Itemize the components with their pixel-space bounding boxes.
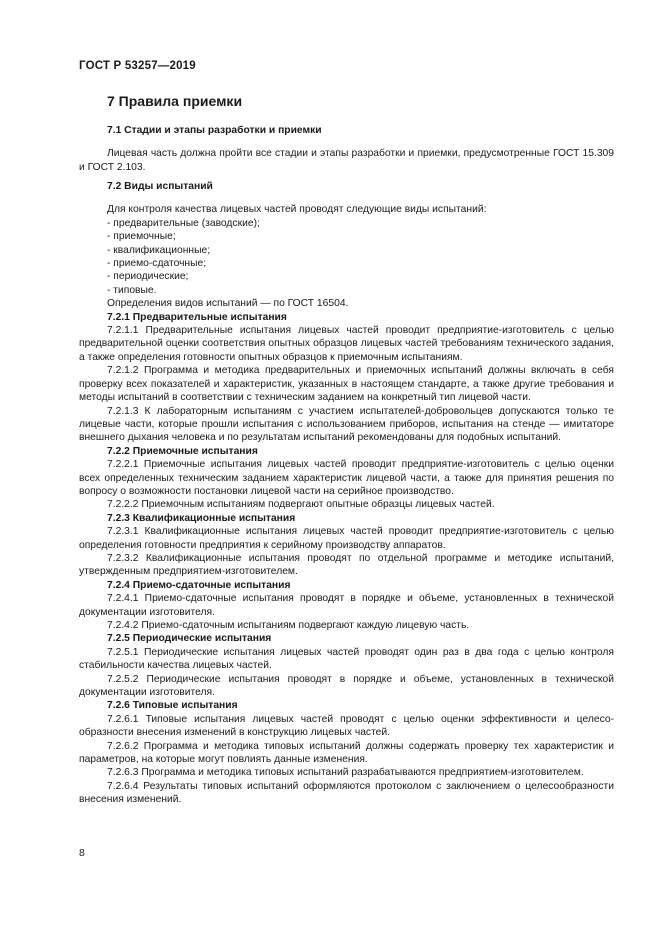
paragraph: 7.2.4.2 Приемо-сдаточным испытаниям подвергают каждую лицевую часть. [107,620,470,631]
paragraph: 7.2.1.3 К лабораторным испытаниям с участием испытателей-добровольцев допускаются только те лицевые части, которые прошли испытания с использованием приборов, испытания на стенде — имитаторе внешнего дыхания человека и по результатам испытаний рекомендованы для подобных испытаний. [79,405,614,444]
paragraph: 7.2.6.3 Программа и методика типовых испытаний разрабатываются предприятием-изготовителем. [107,767,584,779]
paragraph: 7.2.3.1 Квалификационные испытания лицевых частей проводит предприятие-изготовитель с целью определения готовности предприятия к серийному производству аппаратов. [79,526,614,551]
paragraph: 7.2.5.2 Периодические испытания проводят в порядке и объеме, установленных в технической документации изготовителя. [79,673,614,699]
paragraph: 7.2.3.2 Квалификационные испытания проводят по отдельной программе и методике испытаний, утвержденным предприятием-изготовителем. [79,552,614,578]
section-7-1 [79,124,614,174]
paragraph: 7.2.5.1 Периодические испытания лицевых частей проводят один раз в два года с целью контроля стабильности качества лицевых частей. [79,646,614,672]
list-item: - предварительные (заводские); [107,217,260,229]
paragraph: 7.2.4.1 Приемо-сдаточные испытания проводят в порядке и объеме, установленных в технической документации изготовителя. [79,593,614,618]
subsection-title: 7.2 Виды испытаний [107,181,213,192]
page-number: 8 [79,847,85,859]
paragraph: 7.2.1.2 Программа и методика предварительных и приемочных испытаний должны включать в себя проверку всех показателей и характеристик, указанных в настоящем стандарте, а также другие требования и методы испытаний в соответствии с техническим заданием на конкретный тип лицевой части. [79,365,614,404]
subsection-title: 7.2.2 Приемочные испытания [107,445,258,457]
list-item: - приемо-сдаточные; [107,258,207,270]
paragraph: 7.2.2.1 Приемочные испытания лицевых частей проводит предприятие-изготовитель с целью оценки всех определенных техническим заданием характеристик лицевой части, а также для принятия решения по вопросу о возможности постановки лицевой части на серийное производство. [79,459,614,497]
paragraph: Для контроля качества лицевых частей проводят следующие виды испытаний: [107,204,487,216]
subsection-title: 7.1 Стадии и этапы разработки и приемки [107,125,322,136]
list-item: - типовые. [107,284,157,296]
subsection-title: 7.2.6 Типовые испытания [107,700,238,712]
section-7-2 [79,180,614,807]
paragraph: 7.2.2.2 Приемочным испытаниям подвергают опытные образцы лицевых частей. [107,499,495,511]
paragraph: 7.2.6.2 Программа и методика типовых испытаний должны содержать проверку тех характеристик и параметров, на которые могут повлиять данные изменения. [79,740,614,766]
list-item: - периодические; [107,271,189,283]
paragraph: 7.2.6.1 Типовые испытания лицевых частей проводят с целью оценки эффективности и целесообразности внесения изменений в конструкцию лицевых частей. [79,713,614,739]
paragraph: 7.2.1.1 Предварительные испытания лицевых частей проводит предприятие-изготовитель с целью предварительной оценки соответствия опытных образцов лицевых частей требованиям технического задания, а также определения готовности опытных образцов к приемочным испытаниям. [79,325,614,363]
paragraph: Лицевая часть должна пройти все стадии и этапы разработки и приемки, предусмотренные ГОСТ 15.309 и ГОСТ 2.103. [79,148,614,173]
subsection-title: 7.2.1 Предварительные испытания [107,311,287,323]
paragraph: 7.2.6.4 Результаты типовых испытаний оформляются протоколом с заключением о целесообразности внесения изменений. [79,780,614,806]
subsection-title: 7.2.5 Периодические испытания [107,633,272,645]
list-item: - приемочные; [107,231,176,243]
paragraph: Определения видов испытаний — по ГОСТ 16504. [107,298,349,310]
list-item: - квалификационные; [107,244,211,256]
section-title: 7 Правила приемки [107,93,243,109]
standard-header: ГОСТ Р 53257—2019 [79,60,196,72]
subsection-title: 7.2.3 Квалификационные испытания [107,512,296,524]
subsection-title: 7.2.4 Приемо-сдаточные испытания [107,579,291,591]
